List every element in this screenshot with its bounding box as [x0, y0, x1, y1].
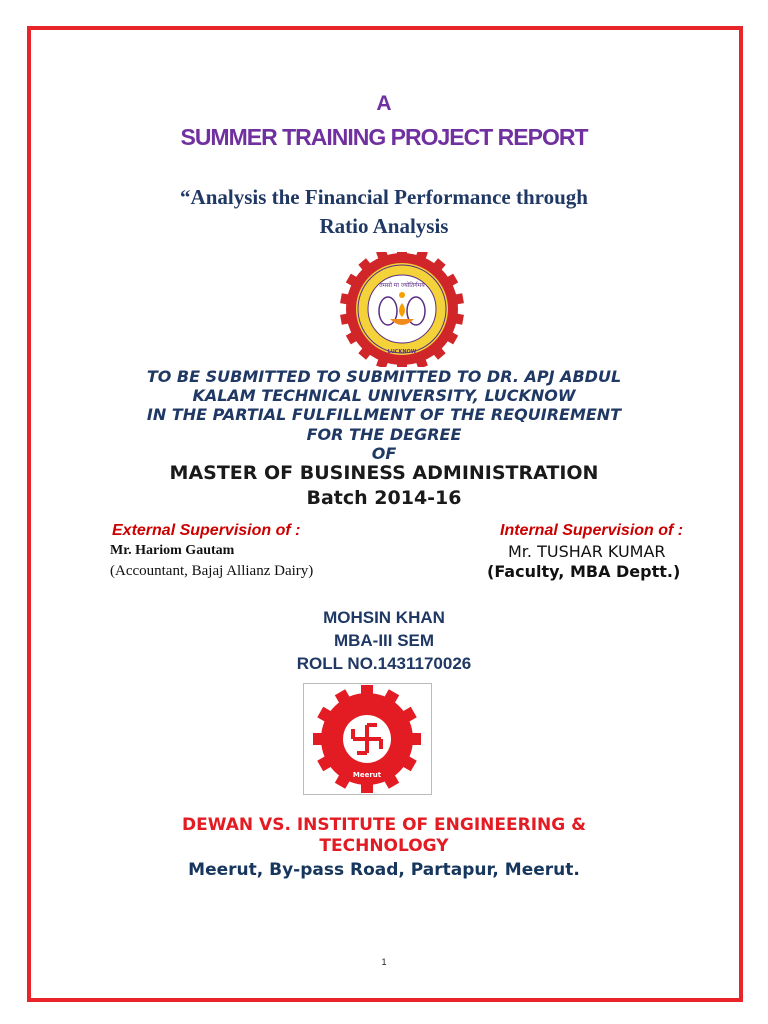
institute-logo: [303, 683, 432, 795]
institute-address: Meerut, By-pass Road, Partapur, Meerut.: [188, 860, 580, 880]
external-supervisor-name: Mr. Hariom Gautam: [110, 543, 235, 558]
degree-batch: Batch 2014-16: [306, 487, 462, 509]
student-semester: MBA-III SEM: [333, 631, 435, 650]
institute-name-line2: TECHNOLOGY: [319, 836, 449, 856]
external-supervisor-role: (Accountant, Bajaj Allianz Dairy): [110, 563, 314, 579]
project-title-line1: “Analysis the Financial Performance through: [180, 185, 588, 209]
institute-logo-bottom-text: Meerut: [352, 771, 382, 779]
university-logo: [332, 252, 472, 367]
degree-name: MASTER OF BUSINESS ADMINISTRATION: [169, 462, 599, 484]
student-name: MOHSIN KHAN: [323, 608, 445, 627]
internal-supervision-label: Internal Supervision of :: [500, 522, 684, 539]
logo-bottom-text: LUCKNOW: [387, 349, 417, 355]
submission-line4: FOR THE DEGREE: [306, 425, 462, 444]
header-letter: A: [376, 92, 392, 115]
report-title: SUMMER TRAINING PROJECT REPORT: [180, 124, 588, 150]
internal-supervisor-role: (Faculty, MBA Deptt.): [487, 562, 681, 581]
internal-supervisor-name: Mr. TUSHAR KUMAR: [508, 542, 666, 561]
logo-motto: तमसो मा ज्योतिर्गमय: [379, 282, 425, 289]
project-title-line2: Ratio Analysis: [319, 214, 449, 238]
submission-line1: TO BE SUBMITTED TO SUBMITTED TO DR. APJ ABDUL: [146, 367, 622, 386]
external-supervision-label: External Supervision of :: [112, 522, 301, 539]
institute-name-line1: DEWAN VS. INSTITUTE OF ENGINEERING &: [182, 815, 586, 835]
page-number: 1: [381, 957, 387, 967]
submission-line5: OF: [371, 444, 397, 463]
student-roll: ROLL NO.1431170026: [296, 654, 472, 673]
submission-line2: KALAM TECHNICAL UNIVERSITY, LUCKNOW: [192, 386, 576, 405]
submission-line3: IN THE PARTIAL FULFILLMENT OF THE REQUIREMENT: [146, 405, 622, 424]
